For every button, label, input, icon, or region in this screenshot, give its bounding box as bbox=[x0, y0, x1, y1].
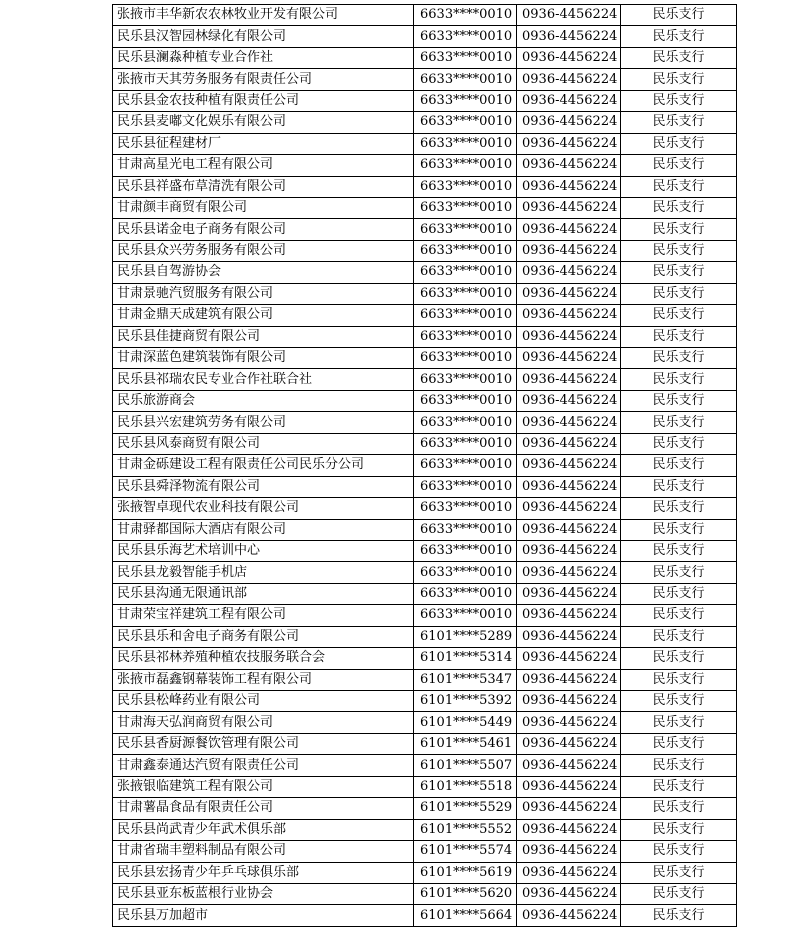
branch-name-cell: 民乐支行 bbox=[621, 798, 737, 819]
phone-number-cell: 0936-4456224 bbox=[517, 348, 621, 369]
account-number-cell: 6101****5461 bbox=[414, 733, 517, 754]
branch-name-cell: 民乐支行 bbox=[621, 583, 737, 604]
phone-number-cell: 0936-4456224 bbox=[517, 197, 621, 218]
branch-name-cell: 民乐支行 bbox=[621, 498, 737, 519]
table-row bbox=[113, 605, 737, 626]
table-row bbox=[113, 26, 737, 47]
account-number-cell: 6633****0010 bbox=[414, 369, 517, 390]
phone-number-cell: 0936-4456224 bbox=[517, 112, 621, 133]
phone-number-cell: 0936-4456224 bbox=[517, 455, 621, 476]
table-row bbox=[113, 776, 737, 797]
branch-name-cell: 民乐支行 bbox=[621, 755, 737, 776]
account-table-body bbox=[113, 5, 737, 927]
account-number-cell: 6633****0010 bbox=[414, 476, 517, 497]
company-name-cell: 甘肃高星光电工程有限公司 bbox=[113, 155, 414, 176]
branch-name-cell: 民乐支行 bbox=[621, 648, 737, 669]
account-number-cell: 6633****0010 bbox=[414, 90, 517, 111]
table-row bbox=[113, 90, 737, 111]
phone-number-cell: 0936-4456224 bbox=[517, 326, 621, 347]
account-number-cell: 6101****5529 bbox=[414, 798, 517, 819]
branch-name-cell: 民乐支行 bbox=[621, 819, 737, 840]
table-row bbox=[113, 455, 737, 476]
phone-number-cell: 0936-4456224 bbox=[517, 69, 621, 90]
phone-number-cell: 0936-4456224 bbox=[517, 176, 621, 197]
account-number-cell: 6633****0010 bbox=[414, 26, 517, 47]
phone-number-cell: 0936-4456224 bbox=[517, 862, 621, 883]
table-row bbox=[113, 112, 737, 133]
table-row bbox=[113, 862, 737, 883]
account-number-cell: 6101****5664 bbox=[414, 905, 517, 926]
company-name-cell: 民乐县尚武青少年武术俱乐部 bbox=[113, 819, 414, 840]
phone-number-cell: 0936-4456224 bbox=[517, 133, 621, 154]
branch-name-cell: 民乐支行 bbox=[621, 905, 737, 926]
branch-name-cell: 民乐支行 bbox=[621, 562, 737, 583]
account-number-cell: 6633****0010 bbox=[414, 197, 517, 218]
branch-name-cell: 民乐支行 bbox=[621, 305, 737, 326]
account-number-cell: 6101****5574 bbox=[414, 841, 517, 862]
branch-name-cell: 民乐支行 bbox=[621, 133, 737, 154]
account-number-cell: 6633****0010 bbox=[414, 326, 517, 347]
account-number-cell: 6633****0010 bbox=[414, 583, 517, 604]
table-row bbox=[113, 390, 737, 411]
company-name-cell: 民乐县风泰商贸有限公司 bbox=[113, 433, 414, 454]
company-name-cell: 甘肃薯晶食品有限责任公司 bbox=[113, 798, 414, 819]
account-number-cell: 6101****5518 bbox=[414, 776, 517, 797]
table-row bbox=[113, 197, 737, 218]
table-row bbox=[113, 583, 737, 604]
table-row bbox=[113, 498, 737, 519]
account-number-cell: 6633****0010 bbox=[414, 540, 517, 561]
branch-name-cell: 民乐支行 bbox=[621, 841, 737, 862]
table-row bbox=[113, 883, 737, 904]
phone-number-cell: 0936-4456224 bbox=[517, 841, 621, 862]
branch-name-cell: 民乐支行 bbox=[621, 776, 737, 797]
phone-number-cell: 0936-4456224 bbox=[517, 755, 621, 776]
company-name-cell: 张掖智卓现代农业科技有限公司 bbox=[113, 498, 414, 519]
phone-number-cell: 0936-4456224 bbox=[517, 90, 621, 111]
phone-number-cell: 0936-4456224 bbox=[517, 883, 621, 904]
phone-number-cell: 0936-4456224 bbox=[517, 155, 621, 176]
table-row bbox=[113, 133, 737, 154]
table-row bbox=[113, 562, 737, 583]
table-row bbox=[113, 733, 737, 754]
branch-name-cell: 民乐支行 bbox=[621, 176, 737, 197]
account-number-cell: 6633****0010 bbox=[414, 155, 517, 176]
account-number-cell: 6633****0010 bbox=[414, 283, 517, 304]
branch-name-cell: 民乐支行 bbox=[621, 669, 737, 690]
branch-name-cell: 民乐支行 bbox=[621, 369, 737, 390]
phone-number-cell: 0936-4456224 bbox=[517, 390, 621, 411]
account-number-cell: 6633****0010 bbox=[414, 47, 517, 68]
account-number-cell: 6633****0010 bbox=[414, 412, 517, 433]
company-name-cell: 张掖银临建筑工程有限公司 bbox=[113, 776, 414, 797]
phone-number-cell: 0936-4456224 bbox=[517, 519, 621, 540]
company-name-cell: 甘肃颜丰商贸有限公司 bbox=[113, 197, 414, 218]
company-name-cell: 民乐县诺金电子商务有限公司 bbox=[113, 219, 414, 240]
account-number-cell: 6101****5392 bbox=[414, 691, 517, 712]
branch-name-cell: 民乐支行 bbox=[621, 605, 737, 626]
table-row bbox=[113, 326, 737, 347]
company-name-cell: 甘肃海天弘润商贸有限公司 bbox=[113, 712, 414, 733]
company-name-cell: 民乐县香厨源餐饮管理有限公司 bbox=[113, 733, 414, 754]
branch-name-cell: 民乐支行 bbox=[621, 883, 737, 904]
company-name-cell: 张掖市丰华新农农林牧业开发有限公司 bbox=[113, 5, 414, 26]
table-row bbox=[113, 755, 737, 776]
company-name-cell: 民乐旅游商会 bbox=[113, 390, 414, 411]
branch-name-cell: 民乐支行 bbox=[621, 47, 737, 68]
phone-number-cell: 0936-4456224 bbox=[517, 283, 621, 304]
table-row bbox=[113, 262, 737, 283]
account-number-cell: 6633****0010 bbox=[414, 605, 517, 626]
table-row bbox=[113, 219, 737, 240]
phone-number-cell: 0936-4456224 bbox=[517, 669, 621, 690]
company-name-cell: 民乐县众兴劳务服务有限公司 bbox=[113, 240, 414, 261]
company-name-cell: 民乐县乐和舍电子商务有限公司 bbox=[113, 626, 414, 647]
table-row bbox=[113, 369, 737, 390]
phone-number-cell: 0936-4456224 bbox=[517, 540, 621, 561]
branch-name-cell: 民乐支行 bbox=[621, 90, 737, 111]
account-number-cell: 6101****5552 bbox=[414, 819, 517, 840]
account-table bbox=[112, 4, 737, 927]
table-row bbox=[113, 412, 737, 433]
phone-number-cell: 0936-4456224 bbox=[517, 47, 621, 68]
account-number-cell: 6633****0010 bbox=[414, 348, 517, 369]
branch-name-cell: 民乐支行 bbox=[621, 540, 737, 561]
table-row bbox=[113, 519, 737, 540]
branch-name-cell: 民乐支行 bbox=[621, 283, 737, 304]
company-name-cell: 甘肃景驰汽贸服务有限公司 bbox=[113, 283, 414, 304]
phone-number-cell: 0936-4456224 bbox=[517, 562, 621, 583]
company-name-cell: 民乐县汉智园林绿化有限公司 bbox=[113, 26, 414, 47]
phone-number-cell: 0936-4456224 bbox=[517, 5, 621, 26]
branch-name-cell: 民乐支行 bbox=[621, 712, 737, 733]
account-number-cell: 6101****5619 bbox=[414, 862, 517, 883]
table-row bbox=[113, 47, 737, 68]
company-name-cell: 张掖市磊鑫钢幕装饰工程有限公司 bbox=[113, 669, 414, 690]
branch-name-cell: 民乐支行 bbox=[621, 262, 737, 283]
table-row bbox=[113, 69, 737, 90]
company-name-cell: 民乐县澜淼种植专业合作社 bbox=[113, 47, 414, 68]
company-name-cell: 民乐县祥盛布草清洗有限公司 bbox=[113, 176, 414, 197]
branch-name-cell: 民乐支行 bbox=[621, 519, 737, 540]
account-number-cell: 6633****0010 bbox=[414, 176, 517, 197]
branch-name-cell: 民乐支行 bbox=[621, 691, 737, 712]
branch-name-cell: 民乐支行 bbox=[621, 455, 737, 476]
branch-name-cell: 民乐支行 bbox=[621, 219, 737, 240]
phone-number-cell: 0936-4456224 bbox=[517, 26, 621, 47]
company-name-cell: 民乐县龙毅智能手机店 bbox=[113, 562, 414, 583]
phone-number-cell: 0936-4456224 bbox=[517, 712, 621, 733]
branch-name-cell: 民乐支行 bbox=[621, 433, 737, 454]
phone-number-cell: 0936-4456224 bbox=[517, 498, 621, 519]
branch-name-cell: 民乐支行 bbox=[621, 26, 737, 47]
company-name-cell: 民乐县金农技种植有限责任公司 bbox=[113, 90, 414, 111]
account-number-cell: 6633****0010 bbox=[414, 305, 517, 326]
company-name-cell: 民乐县祁林养殖种植农技服务联合会 bbox=[113, 648, 414, 669]
table-row bbox=[113, 841, 737, 862]
account-number-cell: 6633****0010 bbox=[414, 219, 517, 240]
account-number-cell: 6633****0010 bbox=[414, 562, 517, 583]
phone-number-cell: 0936-4456224 bbox=[517, 626, 621, 647]
phone-number-cell: 0936-4456224 bbox=[517, 476, 621, 497]
table-row bbox=[113, 540, 737, 561]
phone-number-cell: 0936-4456224 bbox=[517, 583, 621, 604]
branch-name-cell: 民乐支行 bbox=[621, 326, 737, 347]
company-name-cell: 民乐县舜泽物流有限公司 bbox=[113, 476, 414, 497]
company-name-cell: 民乐县自驾游协会 bbox=[113, 262, 414, 283]
company-name-cell: 甘肃省瑞丰塑料制品有限公司 bbox=[113, 841, 414, 862]
company-name-cell: 民乐县祁瑞农民专业合作社联合社 bbox=[113, 369, 414, 390]
account-number-cell: 6633****0010 bbox=[414, 69, 517, 90]
company-name-cell: 民乐县宏扬青少年乒乓球俱乐部 bbox=[113, 862, 414, 883]
branch-name-cell: 民乐支行 bbox=[621, 348, 737, 369]
account-number-cell: 6633****0010 bbox=[414, 390, 517, 411]
branch-name-cell: 民乐支行 bbox=[621, 240, 737, 261]
branch-name-cell: 民乐支行 bbox=[621, 412, 737, 433]
phone-number-cell: 0936-4456224 bbox=[517, 433, 621, 454]
table-row bbox=[113, 626, 737, 647]
table-row bbox=[113, 819, 737, 840]
account-number-cell: 6633****0010 bbox=[414, 240, 517, 261]
company-name-cell: 民乐县沟通无限通讯部 bbox=[113, 583, 414, 604]
table-row bbox=[113, 5, 737, 26]
company-name-cell: 民乐县亚东板蓝根行业协会 bbox=[113, 883, 414, 904]
company-name-cell: 民乐县乐海艺术培训中心 bbox=[113, 540, 414, 561]
account-number-cell: 6633****0010 bbox=[414, 498, 517, 519]
company-name-cell: 张掖市天其劳务服务有限责任公司 bbox=[113, 69, 414, 90]
phone-number-cell: 0936-4456224 bbox=[517, 219, 621, 240]
table-row bbox=[113, 476, 737, 497]
phone-number-cell: 0936-4456224 bbox=[517, 605, 621, 626]
table-row bbox=[113, 176, 737, 197]
company-name-cell: 民乐县松峰药业有限公司 bbox=[113, 691, 414, 712]
phone-number-cell: 0936-4456224 bbox=[517, 733, 621, 754]
account-number-cell: 6101****5507 bbox=[414, 755, 517, 776]
branch-name-cell: 民乐支行 bbox=[621, 733, 737, 754]
account-number-cell: 6633****0010 bbox=[414, 262, 517, 283]
phone-number-cell: 0936-4456224 bbox=[517, 776, 621, 797]
phone-number-cell: 0936-4456224 bbox=[517, 305, 621, 326]
phone-number-cell: 0936-4456224 bbox=[517, 240, 621, 261]
company-name-cell: 民乐县兴宏建筑劳务有限公司 bbox=[113, 412, 414, 433]
branch-name-cell: 民乐支行 bbox=[621, 197, 737, 218]
company-name-cell: 民乐县佳捷商贸有限公司 bbox=[113, 326, 414, 347]
phone-number-cell: 0936-4456224 bbox=[517, 369, 621, 390]
company-name-cell: 民乐县征程建材厂 bbox=[113, 133, 414, 154]
phone-number-cell: 0936-4456224 bbox=[517, 798, 621, 819]
company-name-cell: 甘肃驿都国际大酒店有限公司 bbox=[113, 519, 414, 540]
account-number-cell: 6633****0010 bbox=[414, 433, 517, 454]
account-number-cell: 6633****0010 bbox=[414, 455, 517, 476]
account-number-cell: 6101****5314 bbox=[414, 648, 517, 669]
company-name-cell: 甘肃金砾建设工程有限责任公司民乐分公司 bbox=[113, 455, 414, 476]
table-row bbox=[113, 305, 737, 326]
phone-number-cell: 0936-4456224 bbox=[517, 691, 621, 712]
table-row bbox=[113, 283, 737, 304]
table-row bbox=[113, 648, 737, 669]
branch-name-cell: 民乐支行 bbox=[621, 69, 737, 90]
company-name-cell: 甘肃深蓝色建筑装饰有限公司 bbox=[113, 348, 414, 369]
table-row bbox=[113, 691, 737, 712]
branch-name-cell: 民乐支行 bbox=[621, 5, 737, 26]
branch-name-cell: 民乐支行 bbox=[621, 390, 737, 411]
table-row bbox=[113, 905, 737, 926]
table-row bbox=[113, 433, 737, 454]
phone-number-cell: 0936-4456224 bbox=[517, 262, 621, 283]
account-number-cell: 6633****0010 bbox=[414, 112, 517, 133]
company-name-cell: 甘肃荣宝祥建筑工程有限公司 bbox=[113, 605, 414, 626]
branch-name-cell: 民乐支行 bbox=[621, 862, 737, 883]
phone-number-cell: 0936-4456224 bbox=[517, 819, 621, 840]
branch-name-cell: 民乐支行 bbox=[621, 476, 737, 497]
phone-number-cell: 0936-4456224 bbox=[517, 648, 621, 669]
phone-number-cell: 0936-4456224 bbox=[517, 412, 621, 433]
account-number-cell: 6101****5289 bbox=[414, 626, 517, 647]
account-number-cell: 6633****0010 bbox=[414, 519, 517, 540]
table-row bbox=[113, 348, 737, 369]
account-number-cell: 6101****5449 bbox=[414, 712, 517, 733]
account-number-cell: 6633****0010 bbox=[414, 5, 517, 26]
company-name-cell: 民乐县万加超市 bbox=[113, 905, 414, 926]
table-row bbox=[113, 798, 737, 819]
company-name-cell: 甘肃鑫泰通达汽贸有限责任公司 bbox=[113, 755, 414, 776]
table-row bbox=[113, 712, 737, 733]
phone-number-cell: 0936-4456224 bbox=[517, 905, 621, 926]
table-row bbox=[113, 669, 737, 690]
account-number-cell: 6101****5620 bbox=[414, 883, 517, 904]
table-row bbox=[113, 155, 737, 176]
account-number-cell: 6101****5347 bbox=[414, 669, 517, 690]
company-name-cell: 民乐县麦嘟文化娱乐有限公司 bbox=[113, 112, 414, 133]
branch-name-cell: 民乐支行 bbox=[621, 155, 737, 176]
branch-name-cell: 民乐支行 bbox=[621, 112, 737, 133]
company-name-cell: 甘肃金鼎天成建筑有限公司 bbox=[113, 305, 414, 326]
branch-name-cell: 民乐支行 bbox=[621, 626, 737, 647]
account-number-cell: 6633****0010 bbox=[414, 133, 517, 154]
table-row bbox=[113, 240, 737, 261]
